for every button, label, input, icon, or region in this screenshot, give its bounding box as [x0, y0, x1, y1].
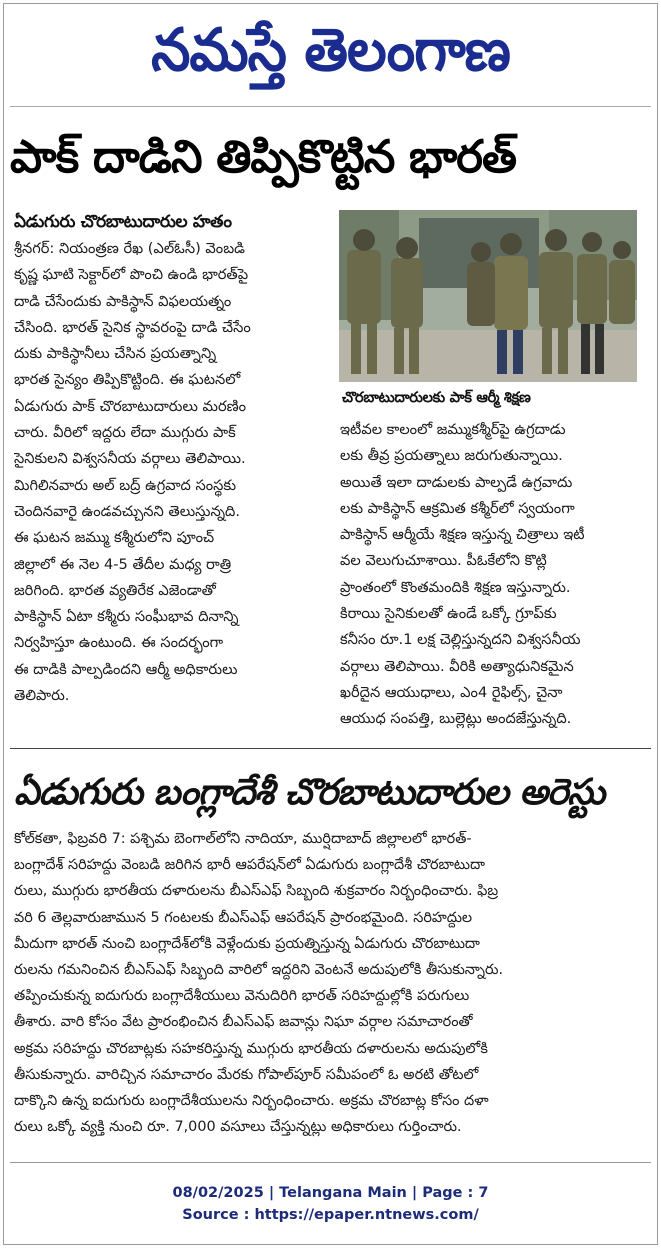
- text-line: జిల్లాలో ఈ నెల 4-5 తేదీల మధ్య రాత్రి: [14, 555, 232, 573]
- footer-source: Source : https://epaper.ntnews.com/: [182, 1207, 479, 1223]
- text-line: నిర్వహిస్తూ ఉంటుంది. ఈ సందర్భంగా: [14, 634, 224, 652]
- text-line: ఈ దాడికి పాల్పడిందని ఆర్మీ అధికారులు: [14, 660, 238, 678]
- article-body-right: [340, 417, 640, 733]
- footer-divider: [10, 1162, 651, 1163]
- text-line: బంగ్లాదేశ్ సరిహద్దు వెంబడి జరిగిన భారీ ఆపరేషన్‌లో ఏడుగురు బంగ్లాదేశీ చొరబాటుదా: [14, 857, 485, 874]
- text-line: దుకు పాకిస్థానీలు చేసిన ప్రయత్నాన్ని: [14, 345, 217, 363]
- text-line: వరి 6 తెల్లవారుజామున 5 గంటలకు బీఎస్ఎఫ్ ఆపరేషన్ ప్రారంభమైంది. సరిహద్దుల: [14, 909, 473, 926]
- text-line: జరిగింది. భారత వ్యతిరేక ఎజెండాతో: [14, 581, 216, 599]
- text-line: వర్గాలు తెలిపాయి. వీరికి అత్యాధునికమైన: [340, 657, 574, 675]
- text-line: చెందినవారై ఉండవచ్చునని తెలుస్తున్నది.: [14, 502, 240, 520]
- text-line: అక్రమ సరిహద్దు చొరబాట్లకు సహకరిస్తున్న ముగ్గురు భారతీయ దళారులను అదుపులోకి: [14, 1040, 488, 1057]
- text-line: ఈ ఘటన జమ్ము కశ్మీరులోని పూంచ్: [14, 529, 215, 547]
- article2-body: [14, 826, 648, 1140]
- text-line: లకు పాకిస్థాన్ ఆక్రమిత కశ్మీర్‌లో స్వయంగా: [340, 499, 575, 517]
- text-line: రులను గమనించిన బీఎస్ఎఫ్ సిబ్బంది వారిలో ఇద్దరిని వెంటనే అదుపులోకి తీసుకున్నారు.: [14, 962, 504, 979]
- footer-date-page: 08/02/2025 | Telangana Main | Page : 7: [172, 1185, 489, 1201]
- text-line: కిరాయి సైనికులతో ఉండే ఒక్కో గ్రూప్‌కు: [340, 605, 557, 623]
- text-line: దాక్కొని ఉన్న ఐదుగురు బంగ్లాదేశీయులను నిర్బంధించారు. అక్రమ చొరబాట్ల కోసం దళా: [14, 1093, 489, 1110]
- text-line: కనీసం రూ.1 లక్ష చెల్లిస్తున్నదని విశ్వసనీయ: [340, 631, 581, 649]
- text-line: పాకిస్థాన్ ఆర్మీయే శిక్షణ ఇస్తున్న చిత్రాలు ఇటీ: [340, 526, 585, 544]
- text-line: లకు తీవ్ర ప్రయత్నాలు జరుగుతున్నాయి.: [340, 447, 563, 465]
- article-divider: [10, 748, 651, 749]
- text-line: కృష్ణ ఘాటి సెక్టార్‌లో పొంచి ఉండి భారత్‌పై: [14, 266, 249, 284]
- article-body-left: [14, 236, 336, 709]
- text-line: కోల్‌కతా, ఫిబ్రవరి 7: పశ్చిమ బెంగాల్‌లోని నాదియా, ముర్షిదాబాద్ జిల్లాలలో భారత్-: [14, 831, 472, 847]
- text-line: ఆయుధ సంపత్తి, బుల్లెట్లు అందజేస్తున్నది.: [340, 710, 572, 728]
- text-line: పాకిస్థాన్ ఏటా కశ్మీరు సంఘీభావ దినాన్ని: [14, 608, 239, 626]
- text-line: చేసింది. భారత్ సైనిక స్థావరంపై దాడి చేసేం: [14, 318, 251, 336]
- photo-caption: చొరబాటుదారులకు పాక్ ఆర్మీ శిక్షణ: [342, 390, 531, 406]
- masthead-logo: నమస్తే తెలంగాణ: [151, 16, 510, 85]
- text-line: దాడి చేసేందుకు పాకిస్థాన్ విఫలయత్నం: [14, 292, 232, 310]
- masthead-divider: [10, 106, 651, 107]
- text-line: ఇటీవల కాలంలో జమ్ముకశ్మీర్‌పై ఉగ్రదాడు: [340, 421, 566, 438]
- text-line: ప్రాంతంలో కొంతమందికి శిక్షణ ఇస్తున్నారు.: [340, 578, 571, 596]
- text-line: మీదుగా భారత్ నుంచి బంగ్లాదేశ్‌లోకి వెళ్లేందుకు ప్రయత్నిస్తున్న ఏడుగురు చొరబాటుదా: [14, 935, 480, 952]
- text-line: తీశారు. వారి కోసం వేట ప్రారంభించిన బీఎస్ఎఫ్ జవాన్లు నిఘా వర్గాల సమాచారంతో: [14, 1014, 473, 1031]
- text-line: తెలిపారు.: [14, 687, 70, 705]
- text-line: సైనికులని విశ్వసనీయ వర్గాలు తెలిపాయి.: [14, 450, 246, 468]
- soldiers-photo-illustration: [339, 210, 637, 382]
- text-line: రులు, ముగ్గురు భారతీయ దళారులను బీఎస్ఎఫ్ సిబ్బంది శుక్రవారం నిర్బంధించారు. ఫిబ్ర: [14, 883, 499, 900]
- text-line: ఏడుగురు పాక్ చొరబాటుదారులు మరణిం: [14, 397, 247, 415]
- text-line: రులు ఒక్కో వ్యక్తి నుంచి రూ. 7,000 వసూలు చేస్తున్నట్లు అధికారులు గుర్తించారు.: [14, 1119, 462, 1136]
- text-line: ఖరీదైన ఆయుధాలు, ఎం4 రైఫిల్స్, చైనా: [340, 683, 563, 701]
- text-line: వల వెలుగుచూశాయి. పీఓకేలోని కొట్లి: [340, 552, 547, 570]
- text-line: అయితే ఇలా దాడులకు పాల్పడే ఉగ్రవాదు: [340, 473, 573, 491]
- article2-headline: ఏడుగురు బంగ్లాదేశీ చొరబాటుదారుల అరెస్టు: [14, 772, 605, 813]
- article-subhead: ఏడుగురు చొరబాటుదారుల హతం: [14, 212, 232, 232]
- page-footer: [0, 1182, 661, 1226]
- article-headline: పాక్ దాడిని తిప్పికొట్టిన భారత్: [10, 130, 516, 183]
- text-line: మిగిలినవారు అల్ బద్ర్ ఉగ్రవాద సంస్థకు: [14, 476, 237, 494]
- text-line: శ్రీనగర్: నియంత్రణ రేఖ (ఎల్ఓసీ) వెంబడి: [14, 240, 245, 257]
- text-line: చారు. వీరిలో ఇద్దరు లేదా ముగ్గురు పాక్: [14, 424, 236, 442]
- news-photo-soldiers: [339, 210, 637, 382]
- text-line: తప్పించుకున్న ఐదుగురు బంగ్లాదేశీయులు వెనుదిరిగి భారత్ సరిహద్దుల్లోకి పరుగులు: [14, 988, 470, 1005]
- text-line: తీసుకున్నారు. వారిచ్చిన సమాచారం మేరకు గోపాల్‌పూర్ సమీపంలో ఓ అరటి తోటలో: [14, 1066, 479, 1083]
- text-line: భారత సైన్యం తిప్పికొట్టింది. ఈ ఘటనలో: [14, 371, 241, 389]
